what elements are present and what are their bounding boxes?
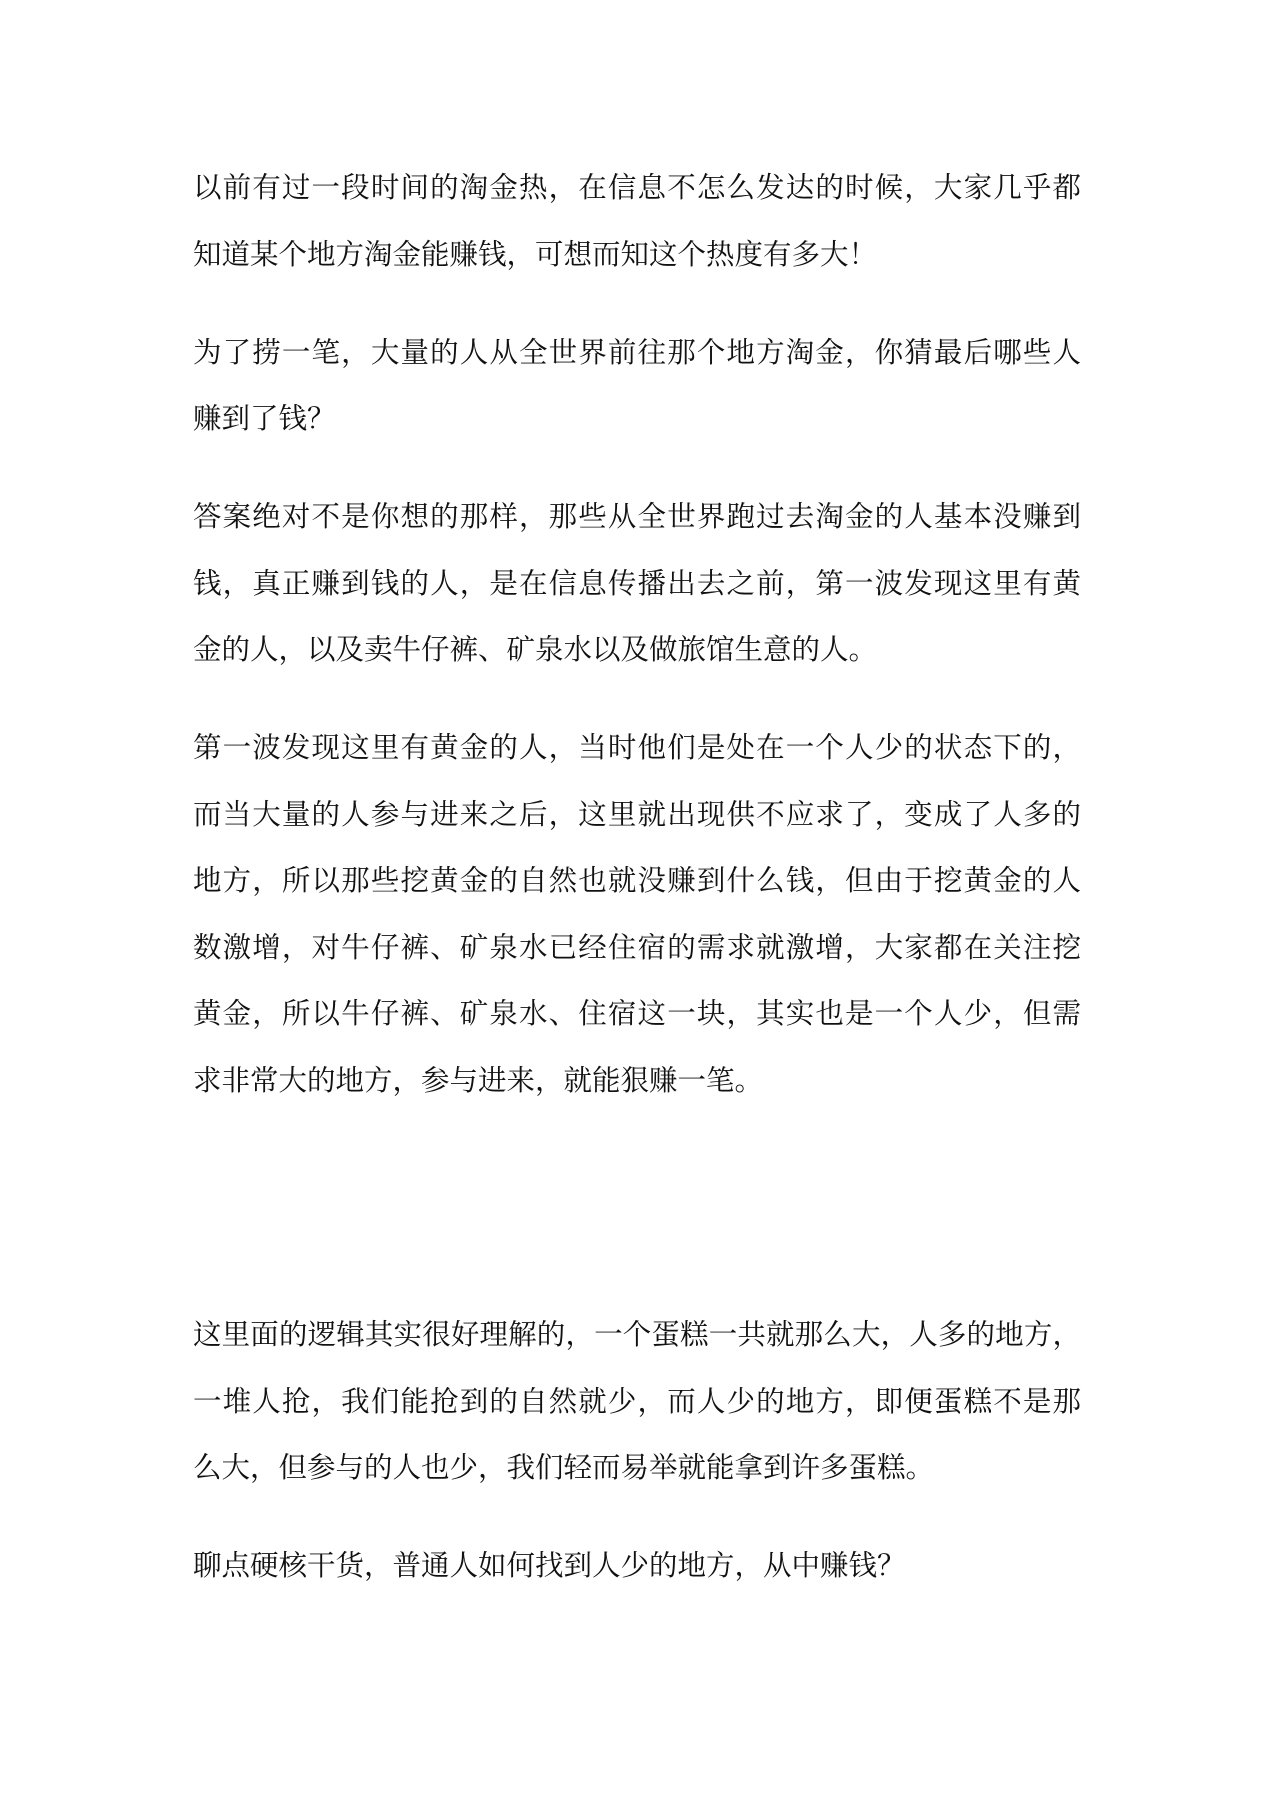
paragraph-line: 一堆人抢，我们能抢到的自然就少，而人少的地方，即便蛋糕不是那 <box>193 1386 1081 1418</box>
paragraph-1 <box>193 156 1081 289</box>
paragraph-line: 赚到了钱？ <box>193 404 336 435</box>
paragraph-line: 黄金，所以牛仔裤、矿泉水、住宿这一块，其实也是一个人少，但需 <box>193 999 1081 1030</box>
paragraph-line: 么大，但参与的人也少，我们轻而易举就能拿到许多蛋糕。 <box>193 1453 935 1484</box>
paragraph-5 <box>193 1303 1081 1503</box>
paragraph-6 <box>193 1534 1081 1601</box>
paragraph-2 <box>193 321 1081 454</box>
paragraph-line: 金的人，以及卖牛仔裤、矿泉水以及做旅馆生意的人。 <box>193 635 878 666</box>
document-page <box>193 156 1081 1632</box>
paragraph-line: 答案绝对不是你想的那样，那些从全世界跑过去淘金的人基本没赚到 <box>193 502 1081 533</box>
paragraph-4 <box>193 716 1081 1115</box>
paragraph-line: 聊点硬核干货，普通人如何找到人少的地方，从中赚钱？ <box>193 1551 906 1582</box>
paragraph-line: 而当大量的人参与进来之后，这里就出现供不应求了，变成了人多的 <box>193 799 1081 831</box>
paragraph-3 <box>193 485 1081 685</box>
paragraph-line: 知道某个地方淘金能赚钱，可想而知这个热度有多大！ <box>193 239 878 271</box>
paragraph-line: 数激增，对牛仔裤、矿泉水已经住宿的需求就激增，大家都在关注挖 <box>193 932 1081 964</box>
paragraph-line: 第一波发现这里有黄金的人，当时他们是处在一个人少的状态下的， <box>193 733 1081 764</box>
paragraph-line: 求非常大的地方，参与进来，就能狠赚一笔。 <box>193 1065 764 1097</box>
paragraph-line: 以前有过一段时间的淘金热，在信息不怎么发达的时候，大家几乎都 <box>193 173 1081 204</box>
paragraph-line: 这里面的逻辑其实很好理解的，一个蛋糕一共就那么大，人多的地方， <box>193 1320 1081 1351</box>
paragraph-line: 钱，真正赚到钱的人，是在信息传播出去之前，第一波发现这里有黄 <box>193 568 1081 600</box>
paragraph-line: 地方，所以那些挖黄金的自然也就没赚到什么钱，但由于挖黄金的人 <box>193 866 1081 897</box>
paragraph-line: 为了捞一笔，大量的人从全世界前往那个地方淘金，你猜最后哪些人 <box>193 337 1081 369</box>
